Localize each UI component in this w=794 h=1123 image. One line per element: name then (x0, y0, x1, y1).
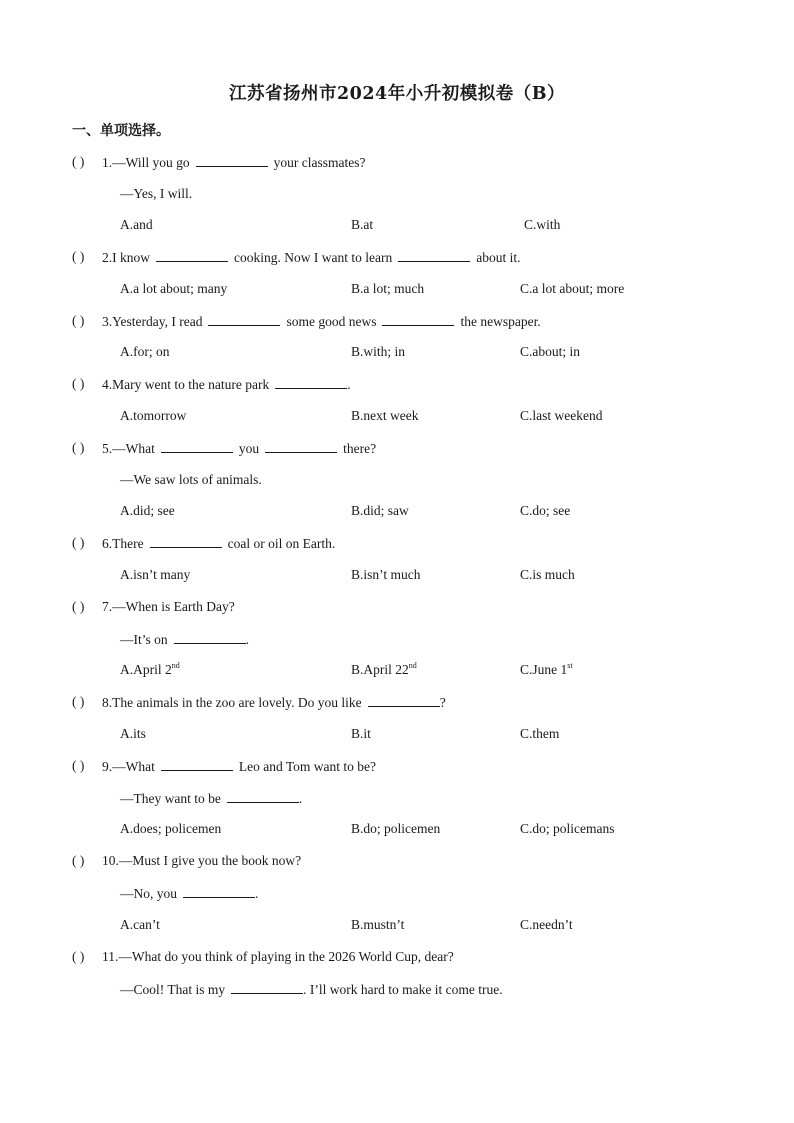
question-stem (102, 312, 541, 331)
answer-blank (227, 789, 299, 803)
page-title: 江苏省扬州市2024年小升初模拟卷（B） (229, 84, 565, 104)
stem-text: —Must I give you the book now? (118, 853, 302, 868)
option-b[interactable]: B.at (351, 217, 374, 232)
reply-text-start: —They want to be (120, 791, 221, 806)
option-a[interactable]: A.can’t (120, 917, 160, 932)
option-c[interactable]: C.a lot about; more (520, 281, 625, 296)
stem-text: I know (112, 250, 150, 265)
stem-text: some good news (286, 314, 377, 329)
stem-text: —When is Earth Day? (112, 599, 235, 614)
reply-text-end: . (298, 791, 303, 806)
option-c[interactable]: C.them (520, 726, 560, 741)
question-number: 7. (102, 599, 113, 614)
question-stem (102, 248, 520, 267)
stem-text: about it. (476, 250, 521, 265)
reply-text-end: . I’ll work hard to make it come true. (303, 982, 503, 997)
answer-blank (398, 248, 470, 262)
question-number: 8. (102, 695, 113, 710)
answer-blank (196, 153, 268, 167)
answer-blank (208, 312, 280, 326)
option-c[interactable]: C.is much (520, 567, 575, 582)
question-number: 6. (102, 536, 113, 551)
answer-blank (382, 312, 454, 326)
option-a[interactable]: A.tomorrow (120, 408, 187, 423)
reply-text (120, 884, 258, 903)
stem-text: —What (112, 759, 155, 774)
question-number: 1. (102, 155, 113, 170)
question-stem (102, 439, 376, 458)
question-number: 9. (102, 759, 113, 774)
section-heading: 一、单项选择。 (72, 123, 170, 139)
option-b[interactable]: B.mustn’t (351, 917, 405, 932)
option-c[interactable]: C.needn’t (520, 917, 573, 932)
option-b[interactable]: B.with; in (351, 344, 406, 359)
option-a[interactable]: A.a lot about; many (120, 281, 228, 296)
stem-text: your classmates? (273, 155, 366, 170)
stem-text: —What (112, 441, 155, 456)
option-a[interactable]: A.and (120, 217, 153, 232)
answer-bracket[interactable]: ( ) (72, 313, 85, 328)
stem-text: . (347, 377, 351, 392)
answer-blank (231, 980, 303, 994)
question-stem (102, 852, 301, 870)
answer-blank (275, 375, 347, 389)
question-number: 3. (102, 314, 113, 329)
answer-blank (156, 248, 228, 262)
answer-bracket[interactable]: ( ) (72, 758, 85, 773)
ordinal-suffix: st (567, 661, 573, 670)
option-b[interactable]: B.next week (351, 408, 419, 423)
answer-bracket[interactable]: ( ) (72, 440, 85, 455)
reply-text-start: —No, you (120, 886, 177, 901)
answer-bracket[interactable]: ( ) (72, 694, 85, 709)
question-number: 4. (102, 377, 113, 392)
question-number: 5. (102, 441, 113, 456)
stem-text: The animals in the zoo are lovely. Do you like (112, 695, 362, 710)
option-c[interactable]: C.about; in (520, 344, 580, 359)
reply-text-end: . (245, 632, 250, 647)
answer-bracket[interactable]: ( ) (72, 599, 85, 614)
question-stem (102, 693, 446, 712)
option-b[interactable]: B.a lot; much (351, 281, 425, 296)
question-stem (102, 375, 351, 394)
question-stem (102, 757, 376, 776)
reply-text-end: . (255, 886, 259, 901)
option-c[interactable]: C.with (524, 217, 561, 232)
option-a[interactable] (120, 661, 180, 679)
option-b[interactable]: B.it (351, 726, 371, 741)
answer-blank (161, 757, 233, 771)
option-b[interactable]: B.did; saw (351, 503, 409, 518)
question-stem (102, 948, 454, 966)
answer-blank (174, 630, 246, 644)
question-stem (102, 534, 335, 553)
stem-text: —Will you go (112, 155, 190, 170)
reply-text (120, 630, 249, 649)
option-text: B.April 22 (351, 662, 409, 677)
stem-text: cooking. Now I want to learn (234, 250, 393, 265)
answer-bracket[interactable]: ( ) (72, 376, 85, 391)
reply-text: —Yes, I will. (120, 186, 193, 201)
stem-text: There (112, 536, 144, 551)
reply-text-start: —Cool! That is my (120, 982, 226, 997)
stem-text: coal or oil on Earth. (227, 536, 336, 551)
answer-blank (265, 439, 337, 453)
answer-bracket[interactable]: ( ) (72, 249, 85, 264)
stem-text: —What do you think of playing in the 2026 World Cup, dear? (118, 949, 454, 964)
stem-text: ? (439, 695, 446, 710)
answer-bracket[interactable]: ( ) (72, 535, 85, 550)
option-c[interactable]: C.do; policemans (520, 821, 615, 836)
stem-text: Yesterday, I read (112, 314, 203, 329)
option-text: C.June 1 (520, 662, 568, 677)
option-b[interactable]: B.isn’t much (351, 567, 421, 582)
answer-blank (150, 534, 222, 548)
option-a[interactable]: A.does; policemen (120, 821, 222, 836)
stem-text: you (238, 441, 260, 456)
question-number: 10. (102, 853, 119, 868)
question-number: 2. (102, 250, 113, 265)
answer-blank (183, 884, 255, 898)
reply-text: —We saw lots of animals. (120, 472, 262, 487)
option-text: A.April 2 (120, 662, 172, 677)
question-number: 11. (102, 949, 119, 964)
reply-text (120, 980, 503, 999)
question-stem (102, 153, 365, 172)
answer-bracket[interactable]: ( ) (72, 949, 85, 964)
option-b[interactable]: B.do; policemen (351, 821, 441, 836)
stem-text: the newspaper. (460, 314, 541, 329)
stem-text: Leo and Tom want to be? (238, 759, 377, 774)
reply-text-start: —It’s on (120, 632, 168, 647)
option-a[interactable]: A.its (120, 726, 146, 741)
ordinal-suffix: nd (408, 661, 417, 670)
answer-blank (368, 693, 440, 707)
answer-blank (161, 439, 233, 453)
option-a[interactable]: A.did; see (120, 503, 175, 518)
option-a[interactable]: A.for; on (120, 344, 170, 359)
ordinal-suffix: nd (171, 661, 180, 670)
option-c[interactable]: C.last weekend (520, 408, 603, 423)
stem-text: Mary went to the nature park (112, 377, 270, 392)
reply-text (120, 789, 302, 808)
question-stem (102, 598, 235, 616)
option-b[interactable] (351, 661, 417, 679)
answer-bracket[interactable]: ( ) (72, 154, 85, 169)
option-a[interactable]: A.isn’t many (120, 567, 191, 582)
answer-bracket[interactable]: ( ) (72, 853, 85, 868)
stem-text: there? (343, 441, 377, 456)
option-c[interactable] (520, 661, 573, 679)
option-c[interactable]: C.do; see (520, 503, 571, 518)
